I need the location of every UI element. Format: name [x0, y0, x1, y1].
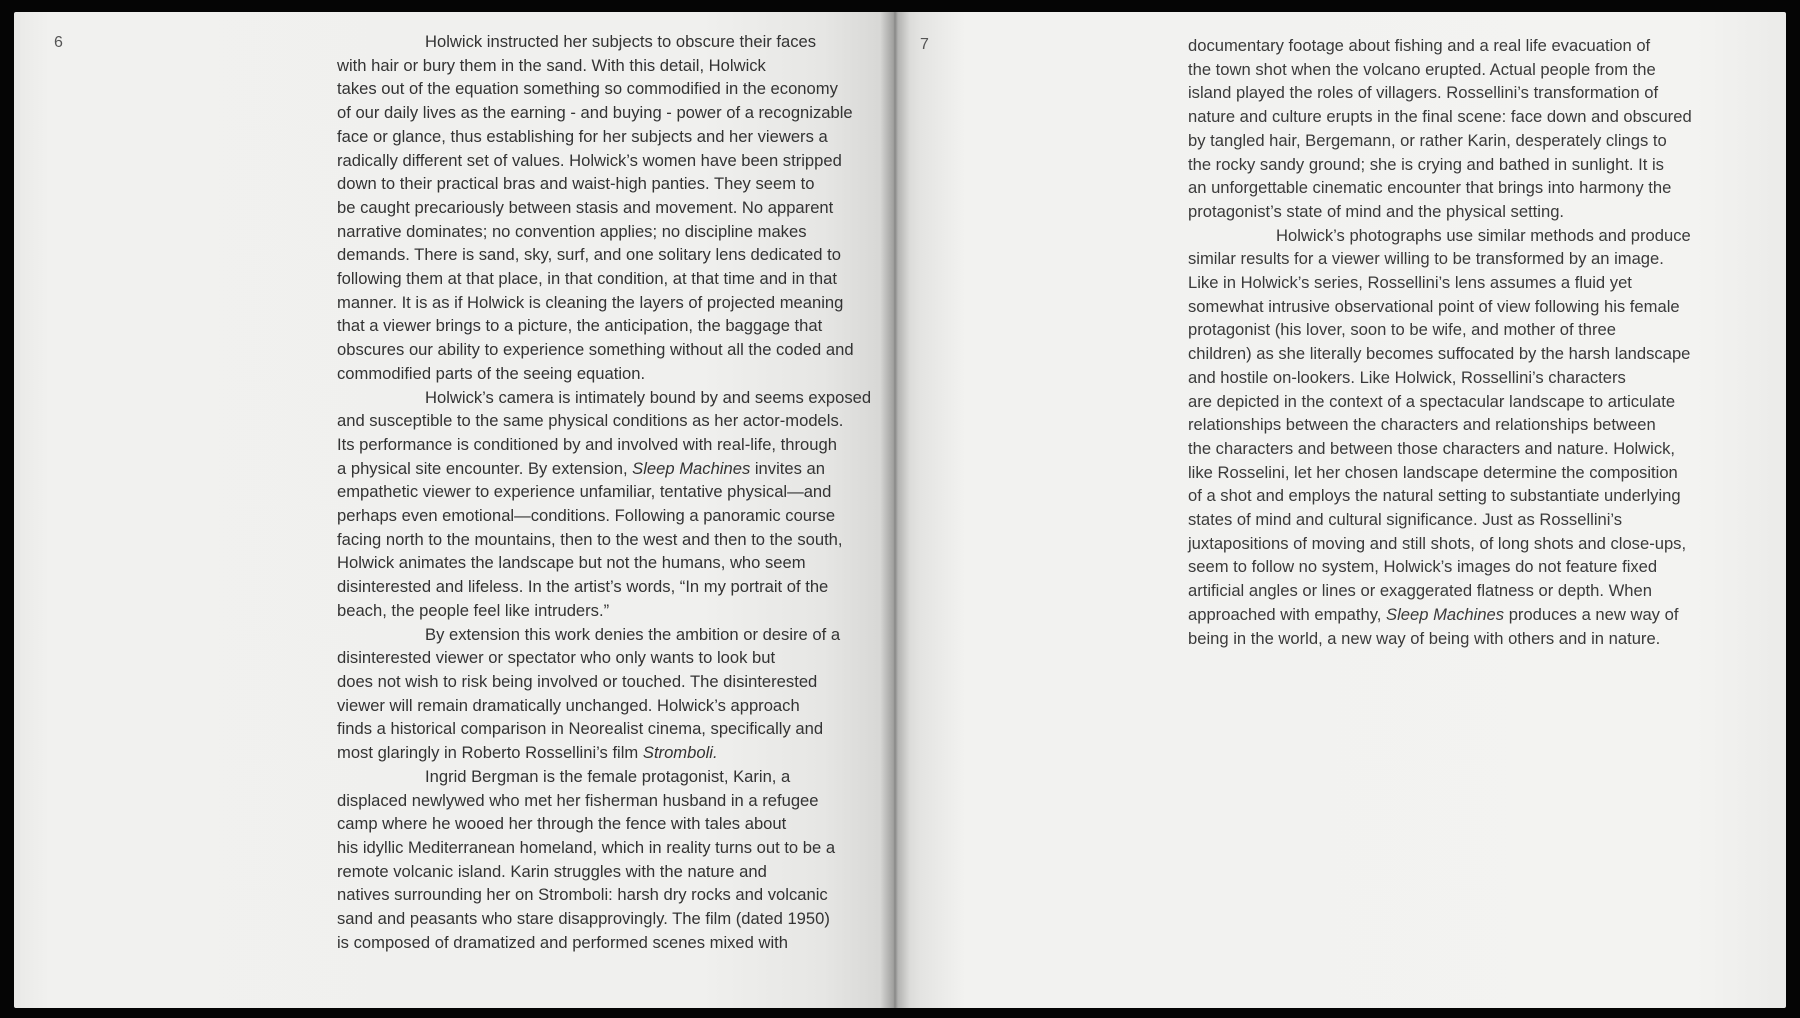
text-run: By extension this work denies the ambition or desire of a disinterested viewer or spectator who only wants to look but does not wish to risk being involved or touched. The disinterested viewer will remain dramatically unchanged. Holwick’s approach finds a historical comparison in Neorealist cinema, specifically and most glaringly in Roberto Rossellini’s film [337, 624, 841, 763]
italic-title: Sleep Machines [632, 458, 751, 478]
text-run: documentary footage about fishing and a real life evacuation of the town shot when the volcano erupted. Actual people from the island played the roles of villagers. Rossellini’s transformation of nature and culture erupts in the final scene: face down and obscured by tangled hair, Bergemann, or rather Karin, desperately clings to the rocky sandy ground; she is crying and bathed in sunlight. It is an unforgettable cinematic encounter that brings into harmony the protagonist’s state of mind and the physical setting. [1188, 36, 1692, 221]
paragraph [337, 765, 894, 955]
text-run: invites an empathetic viewer to experience unfamiliar, tentative physical—and perhaps even emotional—conditions. Following a panoramic course facing north to the mountains, then to the west and then to the south, Holwick animates the landscape but not the humans, who seem disinterested and lifeless. In the artist’s words, “In my portrait of the beach, the people feel like intruders.” [337, 458, 843, 620]
text-run: Ingrid Bergman is the female protagonist, Karin, a displaced newlywed who met her fisherman husband in a refugee camp where he wooed her through the fence with tales about his idyllic Mediterranean homeland, which in reality turns out to be a remote volcanic island. Karin struggles with the nature and natives surrounding her on Stromboli: harsh dry rocks and volcanic sand and peasants who stare disapprovingly. The film (dated 1950) is composed of dramatized and performed scenes mixed with [337, 766, 836, 952]
paragraph [1188, 224, 1748, 651]
italic-title: Sleep Machines [1386, 604, 1505, 624]
paragraph [337, 623, 894, 765]
text-run: Holwick’s camera is intimately bound by and seems exposed and susceptible to the same physical conditions as her actor-models. Its performance is conditioned by and involved with real-life, through a physical site encounter. By extension, [337, 387, 872, 478]
paragraph [337, 386, 894, 623]
right-page [894, 12, 1786, 1008]
text-run: produces a new way of being in the world, a new way of being with others and in nature. [1188, 604, 1679, 648]
text-run: Holwick’s photographs use similar methods and produce similar results for a viewer willing to be transformed by an image. Like in Holwick’s series, Rossellini’s lens assumes a fluid yet somewhat intrusive observational point of view following his female protagonist (his lover, soon to be wife, and mother of three children) as she literally becomes suffocated by the harsh landscape and hostile on-lookers. Like Holwick, Rossellini’s characters are depicted in the context of a spectacular landscape to articulate relationships between the characters and relationships between the characters and between those characters and nature. Holwick, like Rosselini, let her chosen landscape determine the composition of a shot and employs the natural setting to substantiate underlying states of mind and cultural significance. Just as Rossellini’s juxtapositions of moving and still shots, of long shots and close-ups, seem to follow no system, Holwick’s images do not feature fixed artificial angles or lines or exaggerated flatness or depth. When approached with empathy, [1188, 225, 1691, 624]
right-page-body [1188, 34, 1748, 650]
left-page-body [337, 30, 894, 954]
text-run: Holwick instructed her subjects to obscure their faces with hair or bury them in the sand. With this detail, Holwick takes out of the equation something so commodified in the economy of our daily lives as the earning - and buying - power of a recognizable face or glance, thus establishing for her subjects and her viewers a radically different set of values. Holwick’s women have been stripped down to their practical bras and waist-high panties. They seem to be caught precariously between stasis and movement. No apparent narrative dominates; no convention applies; no discipline makes demands. There is sand, sky, surf, and one solitary lens dedicated to following them at that place, in that condition, at that time and in that manner. It is as if Holwick is cleaning the layers of projected meaning that a viewer brings to a picture, the anticipation, the baggage that obscures our ability to experience something without all the coded and commodified parts of the seeing equation. [337, 32, 854, 383]
italic-title: Stromboli. [642, 743, 718, 763]
paragraph [337, 30, 894, 386]
page-number-left: 6 [54, 34, 63, 51]
left-page [14, 12, 894, 1008]
page-number-right: 7 [920, 36, 929, 53]
paragraph [1188, 34, 1748, 224]
